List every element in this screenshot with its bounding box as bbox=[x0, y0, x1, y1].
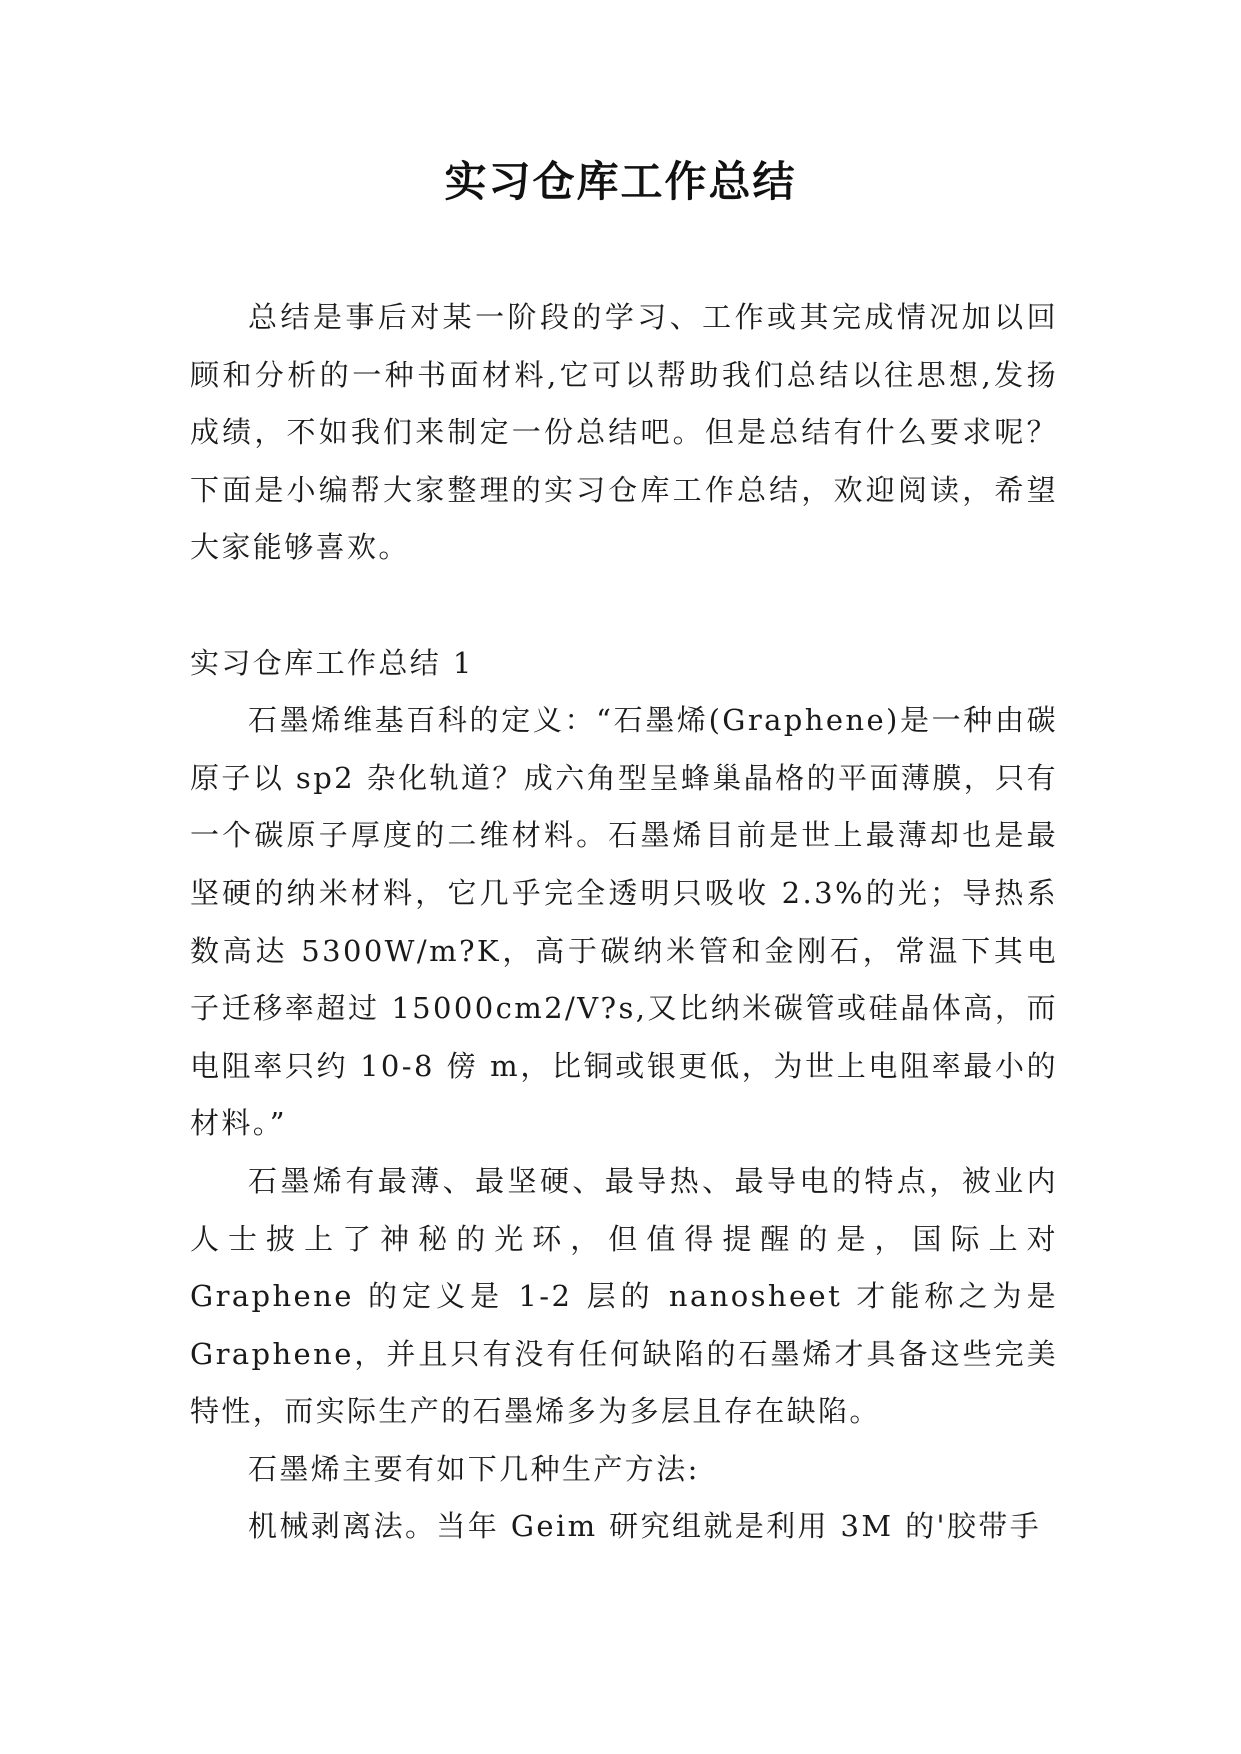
intro-paragraph: 总结是事后对某一阶段的学习、工作或其完成情况加以回顾和分析的一种书面材料,它可以帮助我们总结以往思想,发扬成绩，不如我们来制定一份总结吧。但是总结有什么要求呢？下面是小编帮大家整理的实习仓库工作总结，欢迎阅读，希望大家能够喜欢。 bbox=[190, 300, 1058, 565]
paragraph-spacer bbox=[190, 577, 1058, 635]
body-paragraph-4: 机械剥离法。当年 Geim 研究组就是利用 3M 的'胶带手 bbox=[248, 1509, 1042, 1544]
document-body bbox=[190, 289, 1058, 1556]
body-paragraph-2: 石墨烯有最薄、最坚硬、最导热、最导电的特点，被业内人士披上了神秘的光环，但值得提醒的是，国际上对 Graphene 的定义是 1-2 层的 nanosheet 才能称之为是 Graphene，并且只有没有任何缺陷的石墨烯才具备这些完美特性，而实际生产的石墨烯多为多层且存在缺陷。 bbox=[190, 1163, 1058, 1429]
document-title: 实习仓库工作总结 bbox=[444, 157, 797, 206]
section-heading: 实习仓库工作总结 1 bbox=[190, 645, 474, 680]
body-paragraph-1: 石墨烯维基百科的定义：“石墨烯(Graphene)是一种由碳原子以 sp2 杂化轨道？成六角型呈蜂巢晶格的平面薄膜，只有一个碳原子厚度的二维材料。石墨烯目前是世上最薄却也是最坚硬的纳米材料，它几乎完全透明只吸收 2.3%的光；导热系数高达 5300W/m?K，高于碳纳米管和金刚石，常温下其电子迁移率超过 15000cm2/V?s,又比纳米碳管或硅晶体高，而电阻率只约 10-8 傍 m，比铜或银更低，为世上电阻率最小的材料。” bbox=[190, 703, 1058, 1141]
body-paragraph-3: 石墨烯主要有如下几种生产方法: bbox=[248, 1451, 700, 1486]
